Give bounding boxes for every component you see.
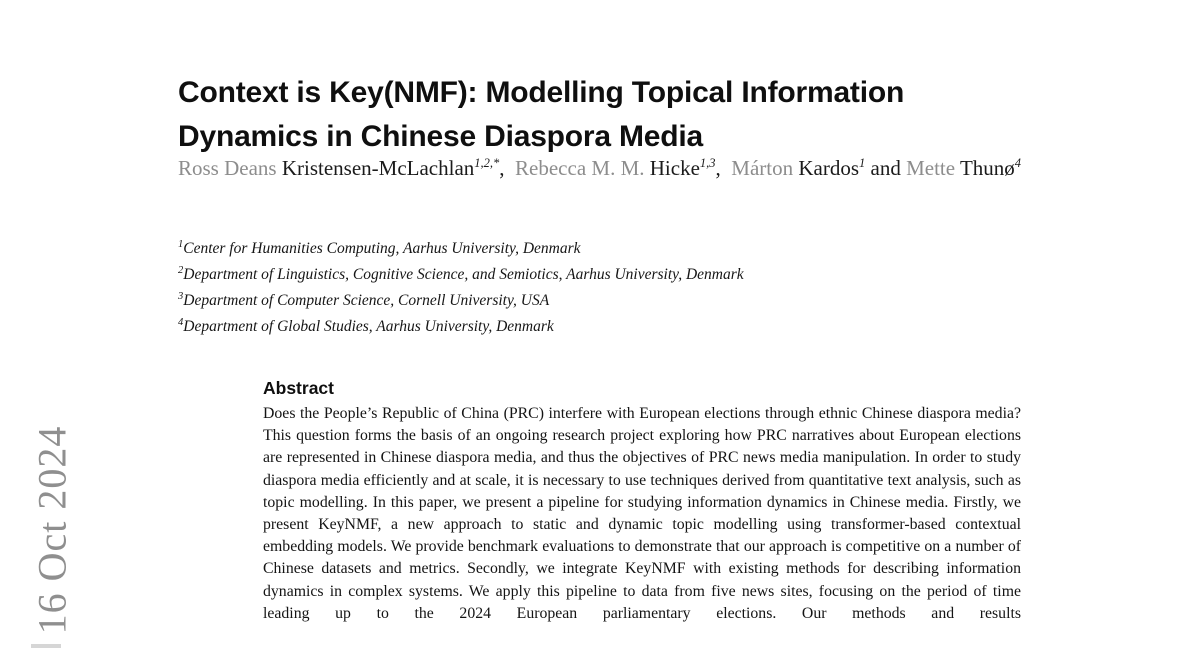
watermark-continuation-sliver <box>31 644 61 648</box>
affiliation-superscript: 3 <box>178 290 184 302</box>
author-affiliation-superscript: 1,3 <box>699 156 716 170</box>
author-surname: Thunø <box>959 156 1015 180</box>
affiliation-row <box>178 288 1038 314</box>
affiliation-superscript: 1 <box>178 238 184 250</box>
authors-line <box>178 152 1026 185</box>
author-separator: and <box>870 156 901 180</box>
affiliation-text: Department of Linguistics, Cognitive Science, and Semiotics, Aarhus University, Denmark <box>183 266 744 283</box>
author-surname: Hicke <box>649 156 700 180</box>
author-affiliation-superscript: 1 <box>859 156 866 170</box>
author-affiliation-superscript: 4 <box>1014 156 1022 170</box>
affiliation-row <box>178 262 1038 288</box>
affiliations-list <box>178 236 1038 340</box>
affiliation-row <box>178 314 1038 340</box>
author-given-name: Mette <box>906 156 956 180</box>
abstract-paragraph: Does the People’s Republic of China (PRC) interfere with European elections through ethnic Chinese diaspora media? This question forms the basis of an ongoing research project exploring how PRC narratives about European elections are represented in Chinese diaspora media, and thus the objectives of PRC news media manipulation. In order to study diaspora media efficiently and at scale, it is necessary to use techniques derived from quantitative text analysis, such as topic modelling. In this paper, we present a pipeline for studying information dynamics in Chinese media. Firstly, we present KeyNMF, a new approach to static and dynamic topic modelling using transformer-based contextual embedding models. We provide benchmark evaluations to demonstrate that our approach is competitive on a number of Chinese datasets and metrics. Secondly, we integrate KeyNMF with existing methods for describing information dynamics in complex systems. We apply this pipeline to data from five news sites, focusing on the period of time leading up to the 2024 European parliamentary elections. Our methods and results <box>263 405 1021 622</box>
affiliation-row <box>178 236 1038 262</box>
author-given-name: Márton <box>731 156 794 180</box>
affiliation-superscript: 2 <box>178 264 184 276</box>
affiliation-text: Center for Humanities Computing, Aarhus University, Denmark <box>183 240 581 257</box>
affiliation-superscript: 4 <box>178 316 184 328</box>
author-given-name: Rebecca M. M. <box>515 156 645 180</box>
watermark-date: 16 Oct 2024 <box>29 425 75 635</box>
author-affiliation-superscript: 1,2,* <box>474 156 500 170</box>
abstract-heading: Abstract <box>263 378 334 398</box>
paper-title-line-2: Dynamics in Chinese Diaspora Media <box>178 120 704 154</box>
author-surname: Kristensen-McLachlan <box>281 156 475 180</box>
paper-title <box>178 71 1028 159</box>
author-given-name: Ross Deans <box>178 156 277 180</box>
author-separator: , <box>715 156 721 180</box>
affiliation-text: Department of Global Studies, Aarhus University, Denmark <box>183 318 554 335</box>
affiliation-text: Department of Computer Science, Cornell University, USA <box>183 292 550 309</box>
paper-title-line-1: Context is Key(NMF): Modelling Topical Information <box>178 76 905 110</box>
abstract-section <box>263 378 1021 625</box>
author-surname: Kardos <box>798 156 860 180</box>
author-separator: , <box>499 156 505 180</box>
